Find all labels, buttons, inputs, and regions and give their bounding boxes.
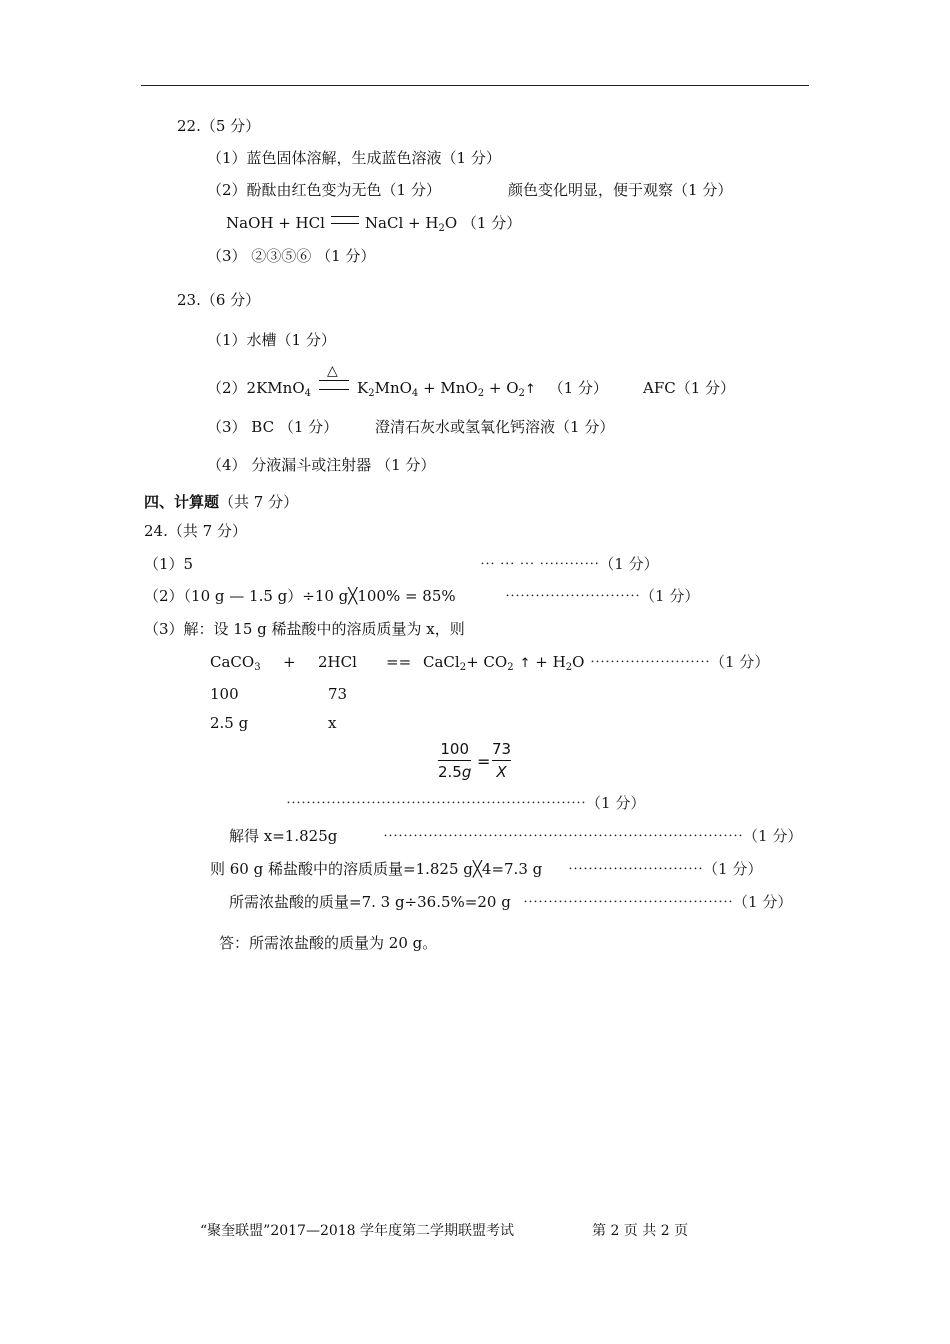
eq-sub: 2 [368,388,375,399]
q23-part2-equation [207,363,608,400]
footer-page-number: 第 2 页 共 2 页 [592,1223,689,1239]
fraction-right [492,740,511,781]
fraction-left [438,740,471,781]
q23-part4: （4） 分液漏斗或注射器 （1 分） [207,456,436,474]
molar-mass-1: 100 [210,685,239,703]
eq-rhs2: O （1 分） [444,214,522,232]
q22-part2b: 颜色变化明显，便于观察（1 分） [508,181,733,199]
eq-k: K [357,379,369,397]
fraction-numerator: 73 [492,740,512,758]
actual-mass-1: 2.5 g [210,714,249,732]
solute-mass: 则 60 g 稀盐酸中的溶质质量=1.825 g╳4=7.3 g [210,860,543,878]
reaction-hcl: 2HCl [318,653,357,671]
section-note: （共 7 分） [219,493,299,511]
eq-kmno4: （2）2KMnO [207,379,305,397]
section-title [144,492,298,512]
up-arrow-icon: ↑ [519,656,531,671]
q23-heading: 23.（6 分） [177,291,261,309]
eq-sub: 3 [254,662,261,673]
q23-part2-afc: AFC（1 分） [643,379,736,397]
q22-part1: （1）蓝色固体溶解，生成蓝色溶液（1 分） [207,149,501,167]
solve-x: 解得 x=1.825g [229,827,338,845]
eq-mno2: + MnO [418,379,478,397]
denominator-number: 2.5 [438,763,462,781]
reaction-equals: == [386,653,412,671]
eq-sub: 2 [518,388,525,399]
denominator-unit: g [461,763,472,781]
reaction-products [423,652,584,674]
footer-exam-title: “聚奎联盟”2017—2018 学年度第二学期联盟考试 [200,1223,515,1239]
q22-part2a: （2）酚酞由红色变为无色（1 分） [207,181,441,199]
header-rule [141,85,809,86]
q23-part3a: （3） BC （1 分） [207,418,339,436]
eq-h: + H [535,653,566,671]
q24-part2-dots: ⋯⋯⋯⋯⋯⋯⋯⋯⋯（1 分） [505,587,700,605]
fraction-dots: ⋯⋯⋯⋯⋯⋯⋯⋯⋯⋯⋯⋯⋯⋯⋯⋯⋯⋯⋯⋯（1 分） [286,794,646,812]
heat-triangle-icon: △ [327,363,338,379]
reaction-caco3 [210,652,261,672]
eq-sub: 2 [565,662,573,673]
q23-part3b: 澄清石灰水或氢氧化钙溶液（1 分） [375,418,615,436]
eq-cacl: CaCl [423,653,460,671]
heat-sign [319,363,349,390]
score: （1 分） [548,379,608,397]
q23-part1: （1）水槽（1 分） [207,331,336,349]
eq-sub: 4 [411,388,419,399]
eq-co: + CO [466,653,508,671]
section-title-text: 四、计算题 [144,493,220,511]
eq-o: O [572,653,585,671]
eq-sub: 2 [507,662,514,673]
fraction-numerator: 100 [440,740,470,758]
equals-sign [331,216,359,224]
eq-mno4: MnO [374,379,412,397]
q22-heading: 22.（5 分） [177,117,261,135]
answer-line: 答：所需浓盐酸的质量为 20 g。 [219,934,438,952]
concentrated-mass: 所需浓盐酸的质量=7. 3 g÷36.5%=20 g [229,893,511,911]
fraction-denominator [438,763,471,781]
concentrated-mass-dots: ⋯⋯⋯⋯⋯⋯⋯⋯⋯⋯⋯⋯⋯⋯（1 分） [523,893,793,911]
q22-equation [226,213,521,233]
solute-mass-dots: ⋯⋯⋯⋯⋯⋯⋯⋯⋯（1 分） [568,860,763,878]
solve-x-dots: ⋯⋯⋯⋯⋯⋯⋯⋯⋯⋯⋯⋯⋯⋯⋯⋯⋯⋯⋯⋯⋯⋯⋯⋯（1 分） [383,827,803,845]
eq-sub: 2 [459,662,467,673]
reaction-dots: ⋯⋯⋯⋯⋯⋯⋯⋯（1 分） [590,653,770,671]
up-arrow-icon: ↑ [524,382,536,397]
fraction-denominator: X [496,763,507,781]
eq-o2: + O [484,379,519,397]
q22-part3: （3） ②③⑤⑥ （1 分） [207,247,376,265]
reaction-plus: + [283,653,296,671]
fraction-bar [492,760,511,761]
actual-mass-2: x [328,714,337,732]
molar-mass-2: 73 [328,685,348,703]
eq-rhs1: NaCl + H [364,214,439,232]
q24-part1: （1）5 [144,555,194,573]
eq-sub: 4 [304,388,311,399]
eq-sub: 2 [438,223,445,234]
q24-part2: （2）（10 g — 1.5 g）÷10 g╳100% = 85% [144,587,456,605]
eq-caco: CaCO [210,653,255,671]
fraction-equals: = [477,752,491,771]
q24-part3: （3）解：设 15 g 稀盐酸中的溶质质量为 x，则 [144,620,465,638]
q24-part1-dots: ⋯ ⋯ ⋯ ⋯⋯⋯⋯（1 分） [480,555,659,573]
eq-sub: 2 [477,388,485,399]
eq-lhs: NaOH + HCl [226,214,325,232]
q24-heading: 24.（共 7 分） [144,522,247,540]
fraction-bar [438,760,471,761]
